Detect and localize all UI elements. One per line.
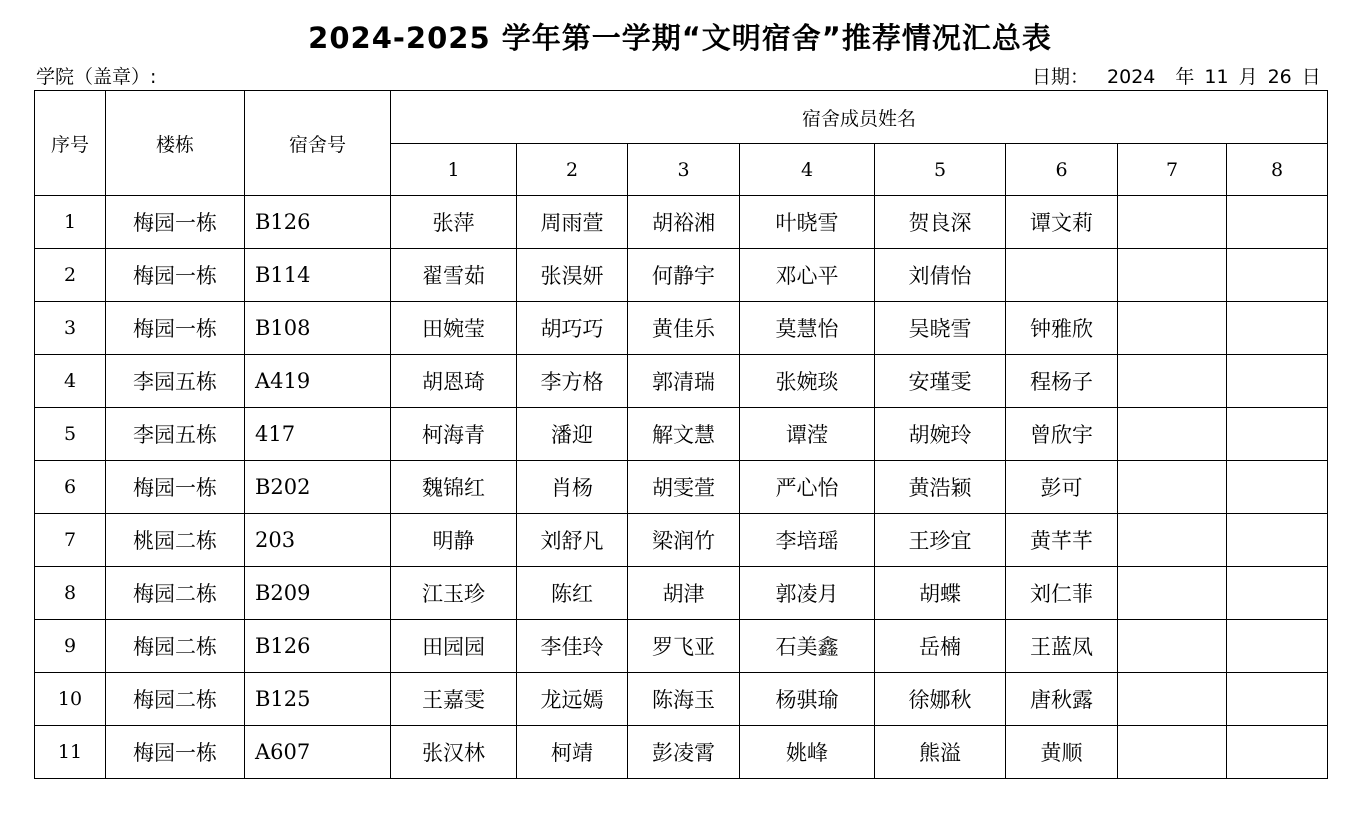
member-name-cell: 王嘉雯 [391, 673, 517, 726]
member-name-cell: 李培瑶 [740, 514, 875, 567]
room-cell: B114 [245, 249, 391, 302]
member-name-cell: 肖杨 [517, 461, 628, 514]
member-name-cell: 刘倩怡 [875, 249, 1006, 302]
row-index-cell: 2 [35, 249, 106, 302]
member-name-cell: 罗飞亚 [628, 620, 740, 673]
member-column-header: 2 [517, 144, 628, 196]
member-column-header: 6 [1006, 144, 1118, 196]
row-index-cell: 5 [35, 408, 106, 461]
member-name-cell [1118, 249, 1227, 302]
member-name-cell [1118, 408, 1227, 461]
member-name-cell: 姚峰 [740, 726, 875, 779]
member-name-cell: 李佳玲 [517, 620, 628, 673]
table-row [35, 302, 1328, 355]
table-row [35, 355, 1328, 408]
member-name-cell: 江玉珍 [391, 567, 517, 620]
table-row [35, 673, 1328, 726]
member-name-cell: 严心怡 [740, 461, 875, 514]
member-name-cell: 柯海青 [391, 408, 517, 461]
building-cell: 李园五栋 [106, 355, 245, 408]
building-cell: 梅园一栋 [106, 302, 245, 355]
member-name-cell [1227, 249, 1328, 302]
table-row [35, 567, 1328, 620]
table-row [35, 620, 1328, 673]
room-cell: B126 [245, 620, 391, 673]
date-year-unit: 年 [1175, 66, 1195, 88]
date-day: 26 [1267, 66, 1292, 88]
header-building: 楼栋 [106, 91, 245, 196]
member-name-cell: 陈海玉 [628, 673, 740, 726]
member-column-header: 1 [391, 144, 517, 196]
room-cell: B125 [245, 673, 391, 726]
date-month-unit: 月 [1238, 66, 1258, 88]
member-name-cell: 龙远嫣 [517, 673, 628, 726]
room-cell: B108 [245, 302, 391, 355]
member-name-cell [1227, 355, 1328, 408]
member-name-cell: 翟雪茹 [391, 249, 517, 302]
member-name-cell: 陈红 [517, 567, 628, 620]
member-name-cell: 彭凌霄 [628, 726, 740, 779]
member-name-cell [1118, 514, 1227, 567]
date-month: 11 [1204, 66, 1229, 88]
member-name-cell: 岳楠 [875, 620, 1006, 673]
member-name-cell [1227, 567, 1328, 620]
member-name-cell [1227, 196, 1328, 249]
member-name-cell: 郭凌月 [740, 567, 875, 620]
member-name-cell: 张婉琰 [740, 355, 875, 408]
member-name-cell [1118, 196, 1227, 249]
member-name-cell: 胡恩琦 [391, 355, 517, 408]
member-name-cell: 田园园 [391, 620, 517, 673]
member-column-header: 8 [1227, 144, 1328, 196]
building-cell: 梅园一栋 [106, 726, 245, 779]
member-name-cell: 王珍宜 [875, 514, 1006, 567]
date-label: 日期： [1032, 66, 1090, 88]
member-name-cell [1227, 408, 1328, 461]
member-name-cell: 吴晓雪 [875, 302, 1006, 355]
building-cell: 梅园二栋 [106, 620, 245, 673]
member-name-cell: 解文慧 [628, 408, 740, 461]
member-name-cell: 胡巧巧 [517, 302, 628, 355]
member-name-cell: 胡雯萱 [628, 461, 740, 514]
member-name-cell: 张淏妍 [517, 249, 628, 302]
member-name-cell: 胡婉玲 [875, 408, 1006, 461]
member-name-cell: 黄芊芊 [1006, 514, 1118, 567]
row-index-cell: 9 [35, 620, 106, 673]
member-name-cell [1227, 620, 1328, 673]
member-column-header: 4 [740, 144, 875, 196]
row-index-cell: 4 [35, 355, 106, 408]
room-cell: B202 [245, 461, 391, 514]
member-name-cell: 王蓝凤 [1006, 620, 1118, 673]
member-name-cell [1118, 302, 1227, 355]
member-name-cell: 谭滢 [740, 408, 875, 461]
member-name-cell: 胡津 [628, 567, 740, 620]
member-name-cell: 魏锦红 [391, 461, 517, 514]
header-members: 宿舍成员姓名 [391, 91, 1328, 144]
member-column-header: 7 [1118, 144, 1227, 196]
date-day-unit: 日 [1301, 66, 1321, 88]
member-name-cell: 叶晓雪 [740, 196, 875, 249]
member-name-cell: 潘迎 [517, 408, 628, 461]
member-name-cell [1118, 673, 1227, 726]
member-name-cell: 黄浩颖 [875, 461, 1006, 514]
member-name-cell: 黄顺 [1006, 726, 1118, 779]
member-name-cell [1227, 726, 1328, 779]
member-name-cell: 石美鑫 [740, 620, 875, 673]
member-name-cell: 唐秋露 [1006, 673, 1118, 726]
member-name-cell [1118, 461, 1227, 514]
member-name-cell [1118, 726, 1227, 779]
table-row [35, 196, 1328, 249]
date-line [1032, 62, 1321, 89]
member-name-cell: 张汉林 [391, 726, 517, 779]
building-cell: 梅园二栋 [106, 673, 245, 726]
row-index-cell: 7 [35, 514, 106, 567]
member-name-cell: 田婉莹 [391, 302, 517, 355]
building-cell: 李园五栋 [106, 408, 245, 461]
member-name-cell [1227, 302, 1328, 355]
member-name-cell: 彭可 [1006, 461, 1118, 514]
room-cell: A607 [245, 726, 391, 779]
member-name-cell: 曾欣宇 [1006, 408, 1118, 461]
member-name-cell: 柯靖 [517, 726, 628, 779]
row-index-cell: 11 [35, 726, 106, 779]
member-name-cell: 梁润竹 [628, 514, 740, 567]
member-name-cell: 郭清瑞 [628, 355, 740, 408]
member-name-cell [1118, 567, 1227, 620]
member-name-cell: 刘舒凡 [517, 514, 628, 567]
member-name-cell: 黄佳乐 [628, 302, 740, 355]
member-name-cell: 胡蝶 [875, 567, 1006, 620]
document-title: 2024-2025 学年第一学期“文明宿舍”推荐情况汇总表 [308, 21, 1052, 55]
member-name-cell: 熊溢 [875, 726, 1006, 779]
room-cell: 203 [245, 514, 391, 567]
building-cell: 梅园一栋 [106, 196, 245, 249]
member-name-cell [1227, 673, 1328, 726]
member-name-cell: 杨骐瑜 [740, 673, 875, 726]
member-name-cell: 邓心平 [740, 249, 875, 302]
member-name-cell: 张萍 [391, 196, 517, 249]
member-name-cell: 安瑾雯 [875, 355, 1006, 408]
member-name-cell: 谭文莉 [1006, 196, 1118, 249]
building-cell: 梅园一栋 [106, 249, 245, 302]
row-index-cell: 6 [35, 461, 106, 514]
row-index-cell: 1 [35, 196, 106, 249]
building-cell: 梅园一栋 [106, 461, 245, 514]
member-column-header: 3 [628, 144, 740, 196]
member-name-cell: 程杨子 [1006, 355, 1118, 408]
row-index-cell: 8 [35, 567, 106, 620]
room-cell: 417 [245, 408, 391, 461]
member-name-cell: 徐娜秋 [875, 673, 1006, 726]
date-year: 2024 [1107, 66, 1156, 88]
room-cell: B126 [245, 196, 391, 249]
member-name-cell [1118, 620, 1227, 673]
member-name-cell [1227, 461, 1328, 514]
member-name-cell: 周雨萱 [517, 196, 628, 249]
member-name-cell: 李方格 [517, 355, 628, 408]
table-row [35, 249, 1328, 302]
member-name-cell [1118, 355, 1227, 408]
table-row [35, 514, 1328, 567]
header-index: 序号 [35, 91, 106, 196]
member-name-cell: 何静宇 [628, 249, 740, 302]
table-row [35, 461, 1328, 514]
row-index-cell: 3 [35, 302, 106, 355]
member-name-cell: 刘仁菲 [1006, 567, 1118, 620]
member-name-cell: 明静 [391, 514, 517, 567]
college-stamp-label: 学院（盖章）: [36, 66, 157, 88]
member-name-cell [1006, 249, 1118, 302]
member-name-cell: 钟雅欣 [1006, 302, 1118, 355]
building-cell: 桃园二栋 [106, 514, 245, 567]
table-row [35, 726, 1328, 779]
member-name-cell: 莫慧怡 [740, 302, 875, 355]
dormitory-summary-table [34, 90, 1328, 779]
row-index-cell: 10 [35, 673, 106, 726]
room-cell: B209 [245, 567, 391, 620]
header-room: 宿舍号 [245, 91, 391, 196]
member-name-cell: 贺良深 [875, 196, 1006, 249]
table-row [35, 408, 1328, 461]
building-cell: 梅园二栋 [106, 567, 245, 620]
member-name-cell [1227, 514, 1328, 567]
room-cell: A419 [245, 355, 391, 408]
member-name-cell: 胡裕湘 [628, 196, 740, 249]
member-column-header: 5 [875, 144, 1006, 196]
